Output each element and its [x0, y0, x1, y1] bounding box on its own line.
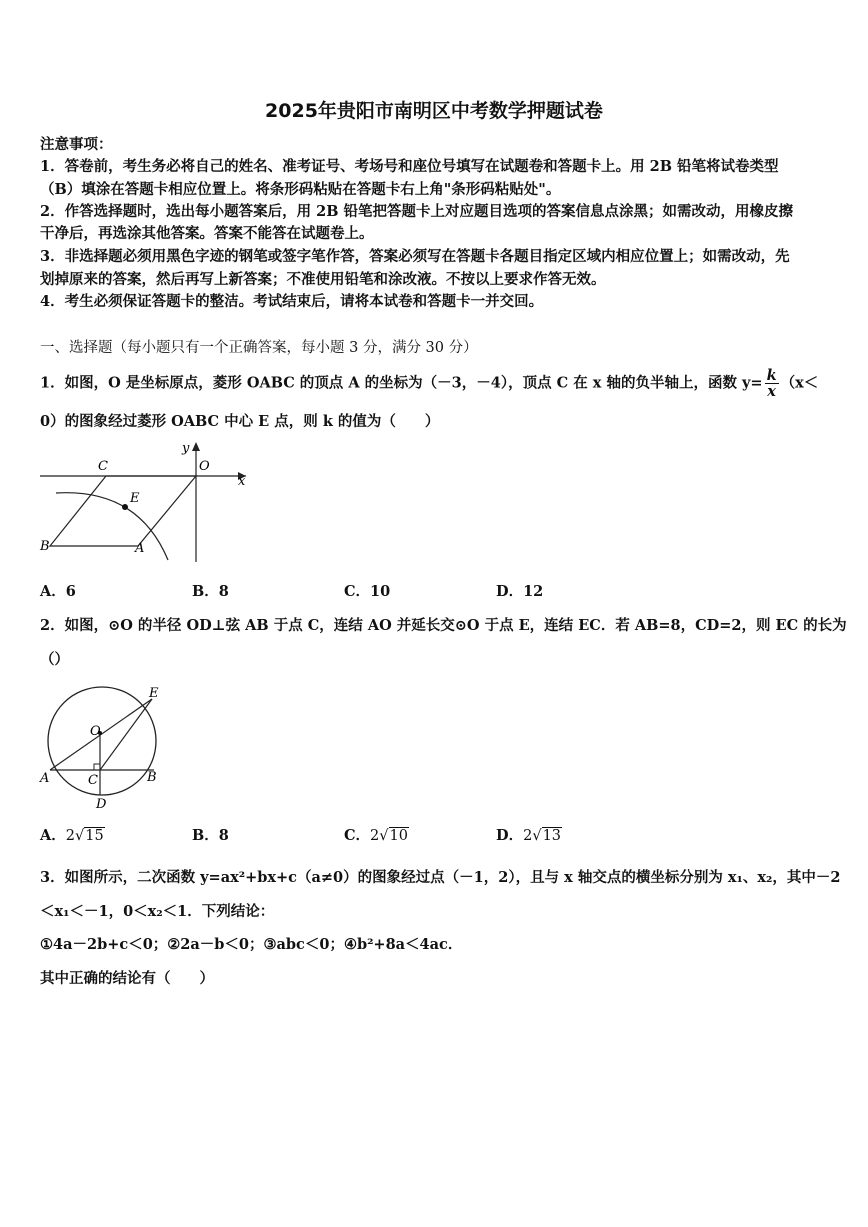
q1-option-c: C．10	[344, 583, 391, 600]
label-c: C	[98, 459, 108, 474]
section-heading: 一、选择题（每小题只有一个正确答案，每小题 3 分，满分 30 分）	[40, 340, 478, 356]
q1-text-line2: 0）的图象经过菱形 OABC 中心 E 点，则 k 的值为（ ）	[40, 413, 440, 430]
fraction-numerator: k	[766, 367, 777, 384]
sqrt-symbol: √	[532, 828, 542, 844]
label-b: B	[147, 770, 157, 785]
sqrt-symbol: √	[75, 828, 85, 844]
q3-text-line3: ①4a－2b+c＜0；②2a－b＜0；③abc＜0；④b²+8a＜4ac．	[40, 936, 463, 953]
fraction-denominator: x	[767, 383, 776, 401]
option-radicand: 10	[389, 828, 408, 844]
q1-option-a: A．6	[40, 583, 76, 600]
q1-text	[40, 368, 818, 399]
q2-figure-circle	[36, 683, 166, 813]
q2-option-c	[344, 824, 409, 845]
right-angle-mark	[94, 764, 100, 770]
option-label: A．	[40, 827, 66, 844]
notice-line: 划掉原来的答案，然后再写上新答案；不准使用铅笔和涂改液。不按以上要求作答无效。	[40, 271, 606, 288]
label-e: E	[130, 491, 140, 506]
label-b: B	[40, 539, 50, 554]
notice-line: 干净后，再选涂其他答案。答案不能答在试题卷上。	[40, 225, 374, 242]
fraction-k-over-x	[765, 368, 779, 399]
label-o: O	[90, 724, 101, 739]
label-d: D	[96, 797, 107, 812]
label-e: E	[149, 686, 159, 701]
notice-heading: 注意事项：	[40, 136, 113, 153]
q2-text-line2: （）	[40, 651, 69, 668]
label-x: x	[238, 474, 246, 489]
notice-line: （B）填涂在答题卡相应位置上。将条形码粘贴在答题卡右上角"条形码粘贴处"。	[40, 181, 561, 198]
rhombus-oabc	[50, 476, 196, 546]
point-e	[122, 504, 128, 510]
q2-option-b: B．8	[192, 827, 229, 844]
label-a: A	[135, 541, 145, 556]
page-title: 2025年贵阳市南明区中考数学押题试卷	[265, 100, 603, 122]
label-o: O	[199, 459, 210, 474]
option-label: C．	[344, 827, 371, 844]
q1-text-part: （x＜	[780, 374, 819, 392]
option-coefficient: 2	[65, 828, 75, 844]
q1-option-d: D．12	[496, 583, 544, 600]
hyperbola-curve	[56, 493, 168, 560]
notice-line: 2．作答选择题时，选出每小题答案后，用 2B 铅笔把答题卡上对应题目选项的答案信息点涂黑；如需改动，用橡皮擦	[40, 203, 794, 220]
q3-text-line1: 3．如图所示，二次函数 y=ax²+bx+c（a≠0）的图象经过点（－1，2），且与 x 轴交点的横坐标分别为 x₁、x₂，其中－2	[40, 869, 841, 886]
option-radicand: 15	[85, 828, 104, 844]
q1-option-b: B．8	[192, 583, 229, 600]
option-label: D．	[496, 827, 524, 844]
y-axis-arrow	[192, 442, 200, 451]
q3-text-line4: 其中正确的结论有（ ）	[40, 970, 214, 987]
q3-text-line2: ＜x₁＜－1，0＜x₂＜1．下列结论：	[40, 903, 275, 920]
option-coefficient: 2	[370, 828, 380, 844]
option-coefficient: 2	[523, 828, 533, 844]
notice-line: 4．考生必须保证答题卡的整洁。考试结束后，请将本试卷和答题卡一并交回。	[40, 293, 544, 310]
notice-line: 3．非选择题必须用黑色字迹的钢笔或签字笔作答，答案必须写在答题卡各题目指定区域内相应位置上；如需改动，先	[40, 248, 790, 265]
circle-o	[48, 687, 156, 795]
q2-option-a	[40, 824, 105, 845]
label-a: A	[40, 771, 50, 786]
option-radicand: 13	[542, 828, 562, 844]
label-c: C	[88, 773, 98, 788]
q2-text-line1: 2．如图，⊙O 的半径 OD⊥弦 AB 于点 C，连结 AO 并延长交⊙O 于点 E，连结 EC．若 AB=8，CD=2，则 EC 的长为	[40, 617, 847, 634]
segment-ec	[100, 699, 152, 770]
label-y: y	[182, 441, 190, 456]
q1-figure-rhombus	[38, 438, 253, 566]
sqrt-symbol: √	[379, 828, 389, 844]
notice-line: 1．答卷前，考生务必将自己的姓名、准考证号、考场号和座位号填写在试题卷和答题卡上。用 2B 铅笔将试卷类型	[40, 158, 779, 175]
q2-option-d	[496, 824, 562, 845]
q1-text-part: 1．如图，O 是坐标原点，菱形 OABC 的顶点 A 的坐标为（－3，－4），顶点 C 在 x 轴的负半轴上，函数 y=	[40, 374, 763, 392]
